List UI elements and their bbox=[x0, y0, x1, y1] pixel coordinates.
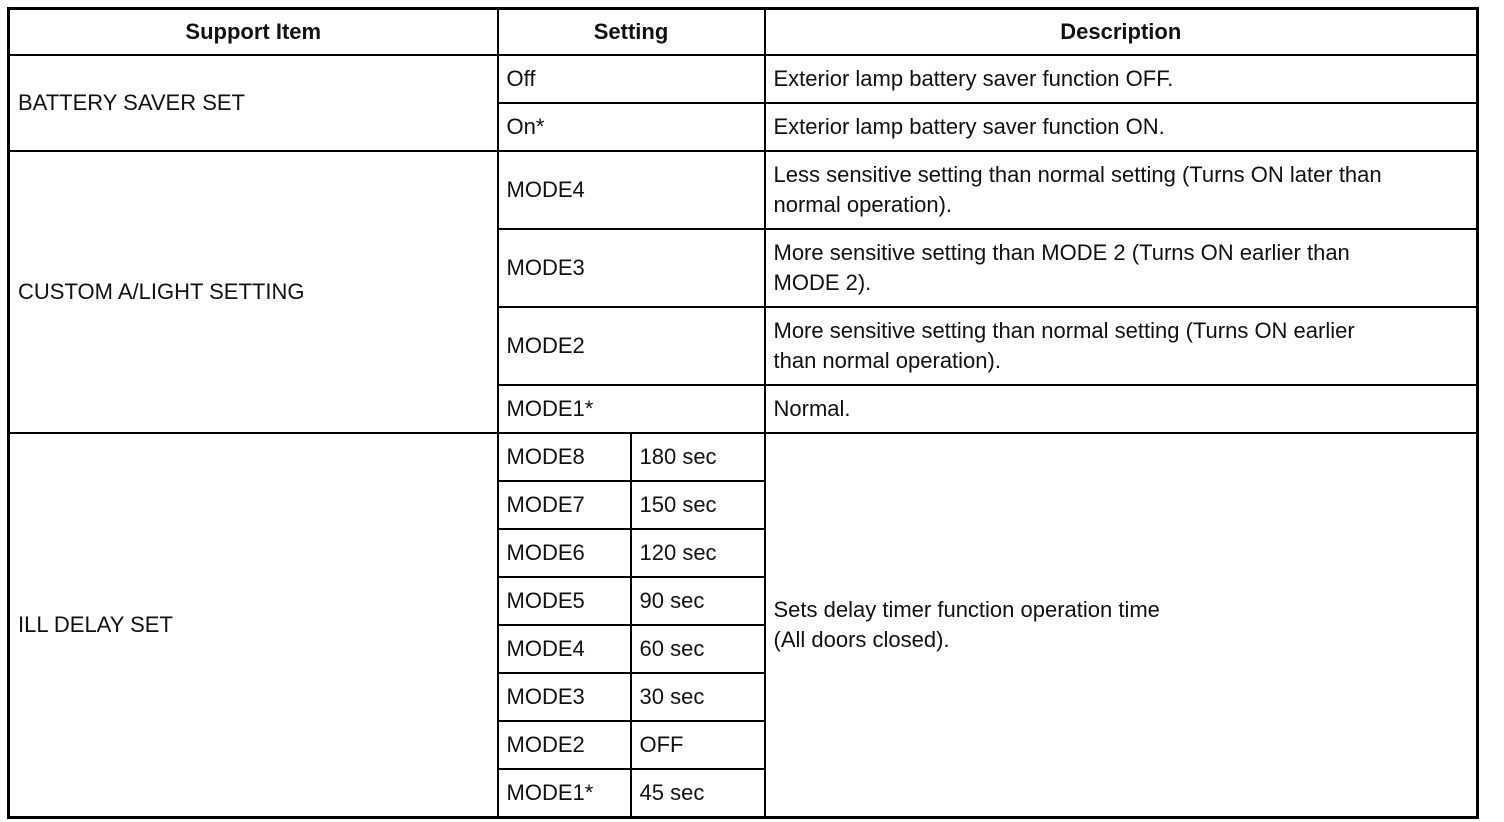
table-row bbox=[9, 55, 1478, 103]
setting-cell: MODE2 bbox=[498, 307, 765, 385]
table-row bbox=[9, 433, 1478, 481]
description-line: More sensitive setting than MODE 2 (Turns ON earlier than bbox=[773, 240, 1350, 265]
setting-cell: MODE3 bbox=[498, 229, 765, 307]
description-line: than normal operation). bbox=[773, 348, 1001, 373]
time-cell: 30 sec bbox=[631, 673, 765, 721]
time-cell: 45 sec bbox=[631, 769, 765, 818]
description-cell bbox=[765, 307, 1478, 385]
time-cell: 120 sec bbox=[631, 529, 765, 577]
description-line: Less sensitive setting than normal setting (Turns ON later than bbox=[773, 162, 1382, 187]
ill-delay-description bbox=[765, 433, 1478, 818]
description-line: (All doors closed). bbox=[773, 627, 950, 652]
header-setting: Setting bbox=[498, 9, 765, 56]
description-line: More sensitive setting than normal setting (Turns ON earlier bbox=[773, 318, 1355, 343]
table-row bbox=[9, 151, 1478, 229]
ill-delay-item: ILL DELAY SET bbox=[9, 433, 498, 818]
mode-cell: MODE2 bbox=[498, 721, 631, 769]
time-cell: 150 sec bbox=[631, 481, 765, 529]
mode-cell: MODE6 bbox=[498, 529, 631, 577]
time-cell: 60 sec bbox=[631, 625, 765, 673]
description-cell: Exterior lamp battery saver function ON. bbox=[765, 103, 1478, 151]
description-cell bbox=[765, 229, 1478, 307]
description-line: Normal. bbox=[773, 396, 851, 421]
setting-cell: On* bbox=[498, 103, 765, 151]
setting-cell: MODE4 bbox=[498, 151, 765, 229]
header-support-item: Support Item bbox=[9, 9, 498, 56]
time-cell: 90 sec bbox=[631, 577, 765, 625]
setting-cell: MODE1* bbox=[498, 385, 765, 433]
header-description: Description bbox=[765, 9, 1478, 56]
time-cell: 180 sec bbox=[631, 433, 765, 481]
mode-cell: MODE8 bbox=[498, 433, 631, 481]
description-cell bbox=[765, 385, 1478, 433]
description-line: MODE 2). bbox=[773, 270, 872, 295]
battery-saver-item: BATTERY SAVER SET bbox=[9, 55, 498, 151]
custom-light-item: CUSTOM A/LIGHT SETTING bbox=[9, 151, 498, 433]
description-cell bbox=[765, 151, 1478, 229]
mode-cell: MODE1* bbox=[498, 769, 631, 818]
time-cell: OFF bbox=[631, 721, 765, 769]
mode-cell: MODE7 bbox=[498, 481, 631, 529]
mode-cell: MODE4 bbox=[498, 625, 631, 673]
setting-cell: Off bbox=[498, 55, 765, 103]
header-row bbox=[9, 9, 1478, 56]
mode-cell: MODE5 bbox=[498, 577, 631, 625]
mode-cell: MODE3 bbox=[498, 673, 631, 721]
support-item-table bbox=[7, 7, 1479, 819]
description-line: Sets delay timer function operation time bbox=[773, 597, 1160, 622]
description-line: normal operation). bbox=[773, 192, 953, 217]
description-cell: Exterior lamp battery saver function OFF. bbox=[765, 55, 1478, 103]
